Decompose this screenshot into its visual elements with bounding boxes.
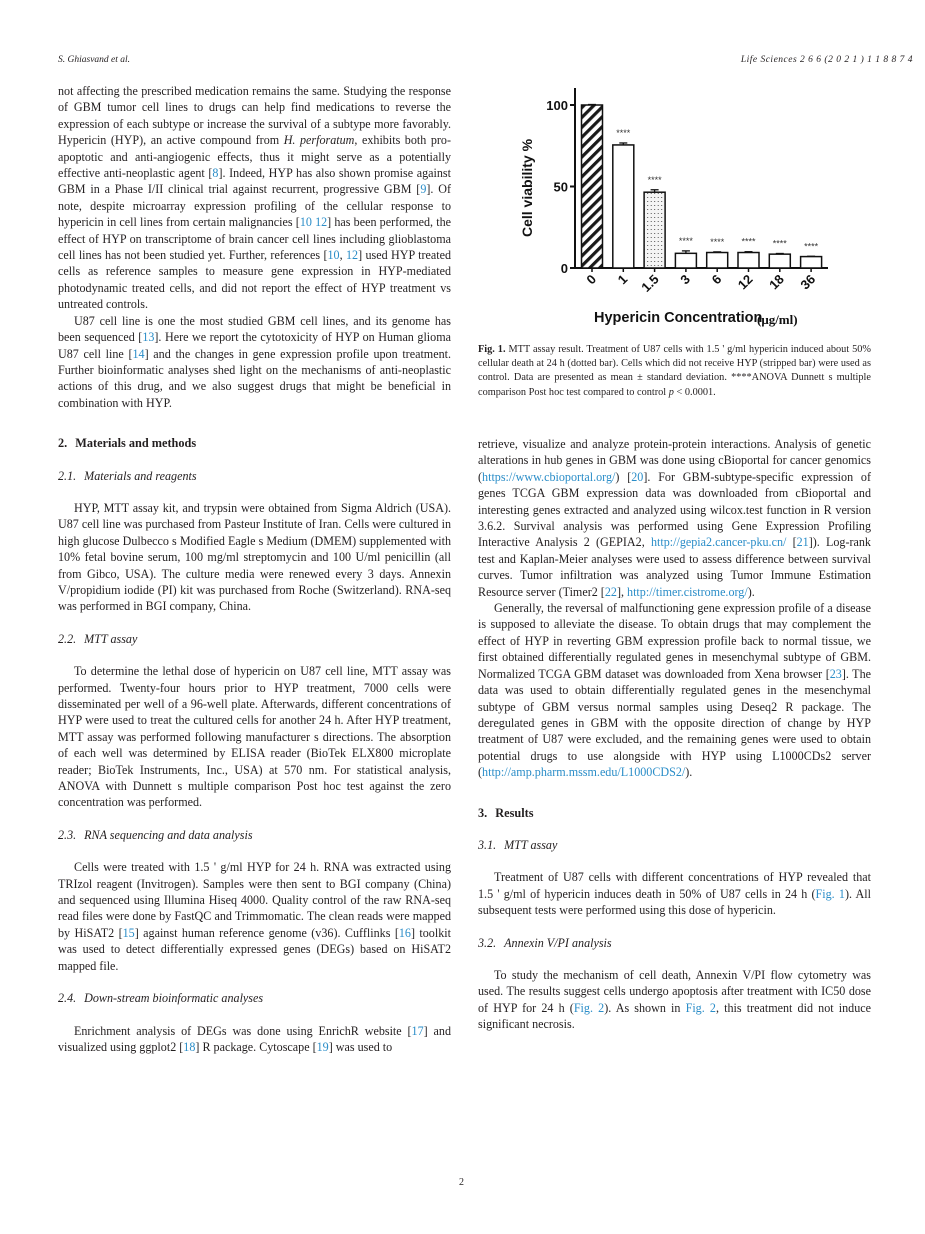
left-column <box>58 83 451 1055</box>
significance-marker: **** <box>678 235 693 246</box>
significance-marker: **** <box>710 236 725 247</box>
paragraph-rna-sequencing: Cells were treated with 1.5 ' g/ml HYP for 24 h. RNA was extracted using TRIzol reagent (Invitrogen). Samples were then sent to BGI company (China) and sequenced using Illumina Hiseq 4000. Quality control of the raw RNA-seq read files were done by FastQC and Trimmomatic. The clean reads were mapped by HiSAT2 [15] against human reference genome (v36). Cufflinks [16] toolkit was used to detect differentially expressed genes (DEGs) based on HiSAT2 mapped file. <box>58 860 451 973</box>
figure-link[interactable]: Fig. 2 <box>685 1000 716 1015</box>
subsection-heading-2-2: 2.2. MTT assay <box>58 631 138 646</box>
intro-paragraph-1: not affecting the prescribed medication remains the same. Studying the response of GBM tumor cell lines to drugs can help find medications to reverse the expression of each subtype or increase the survival of a subtype more favorably. Hypericin (HYP), an active compound from H. perforatum, exhibits both pro-apoptotic and anti-angiogenic effects, thus it might serve as a potentially effective anti-neoplastic agent [8]. Indeed, HYP has also shown promise against GBM in a Phase I/II clinical trial against recurrent, progressive GBM [9]. Of note, despite microarray expression profiling of the cellular response to hypericin in cell lines from certain malignancies [10 12] has been performed, the effect of HYP on transcriptome of brain cancer cell lines including glioblastoma cell lines has not been studied yet. Further, references [10, 12] used HYP treated cells as reference samples to measure gene expression in HYP-mediated photodynamic treated cells, and did not report the effect of HYP treatment vs untreated controls. <box>58 84 451 312</box>
significance-marker: **** <box>741 236 756 247</box>
bar-3 <box>675 236 696 287</box>
bar-1.5 <box>638 175 665 295</box>
citation-link[interactable]: 15 <box>122 925 135 940</box>
section-heading-results: 3. Results <box>478 805 534 820</box>
bar-36 <box>797 241 821 292</box>
citation-link[interactable]: 18 <box>183 1039 196 1054</box>
paragraph-results-mtt: Treatment of U87 cells with different concentrations of HYP revealed that 1.5 ' g/ml of hypericin induces death in 50% of U87 cells in 24 h (Fig. 1). All subsequent tests were performed using this dose of hypericin. <box>478 870 871 918</box>
citation-link[interactable]: 21 <box>796 535 809 550</box>
x-tick-label: 0 <box>583 271 600 288</box>
figure-link[interactable]: Fig. 2 <box>573 1000 605 1015</box>
running-header-journal: Life Sciences 2 6 6 (2 0 2 1 ) 1 1 8 8 7 4 <box>740 55 913 65</box>
intro-paragraph-2: U87 cell line is one the most studied GBM cell lines, and its genome has been sequenced [13]. Here we report the cytotoxicity of HYP on Human glioma U87 cell line [14] and the changes in gene expression profile upon treatment. Further bioinformatic analyses shed light on the mechanisms of anti-neoplastic actions of this drug, and we also suggest drugs that might be beneficial in combination with HYP. <box>58 313 452 410</box>
paragraph-drug-reversal: Generally, the reversal of malfunctioning gene expression profile of a disease is supposed to alleviate the disease. To obtain drugs that may complement the effect of HYP in reverting GBM expression profile back to normal tissue, we first obtained differentially regulated genes in mesenchymal subtype of GBM. Normalized TCGA GBM dataset was downloaded from Xena browser [23]. The data was used to obtain differentially regulated genes in the mesenchymal subtype of GBM versus normal samples using Deseq2 R package. The deregulated genes in GBM with the opposite direction of change by HYP treatment of U87 were excluded, and the remaining genes were used to obtain potential drugs to use alongside with HYP using L1000CDs2 server (http://amp.pharm.mssm.edu/L1000CDS2/). <box>478 601 871 780</box>
x-tick-label: 6 <box>708 271 725 288</box>
x-tick-label: 1.5 <box>638 271 662 295</box>
y-tick-label: 100 <box>546 98 568 113</box>
section-heading-materials-methods: 2. Materials and methods <box>58 436 197 451</box>
bar-0 <box>582 105 603 288</box>
citation-link[interactable]: 10 12 <box>299 215 328 230</box>
paragraph-materials-reagents: HYP, MTT assay kit, and trypsin were obtained from Sigma Aldrich (USA). U87 cell line was purchased from Pasteur Institute of Iran. Cells were cultured in high glucose Dulbecco s Modified Eagle s Medium (DMEM) supplemented with 10% fetal bovine serum, 100 mg/ml streptomycin and 100 U/ml penicillin (all from Gibco, USA). The culture media were renewed every 3 days. Annexin V/propidium iodide (PI) kit was purchased from Roche (Switzerland). RNA-seq was performed in BGI company, China. <box>58 500 451 614</box>
caption-label: Fig. 1. <box>478 344 506 355</box>
y-tick-label: 50 <box>553 179 568 195</box>
x-axis-unit: (μg/ml) <box>757 312 798 327</box>
citation-link[interactable]: 13 <box>142 330 155 345</box>
citation-link[interactable]: 17 <box>411 1023 424 1038</box>
cell-viability-chart <box>510 88 840 338</box>
significance-marker: **** <box>616 127 631 138</box>
citation-link[interactable]: 8 <box>212 166 219 181</box>
bar-6 <box>707 237 728 287</box>
x-tick-label: 18 <box>766 271 787 293</box>
citation-link[interactable]: 19 <box>316 1039 329 1054</box>
url-link-gepia2[interactable]: http://gepia2.cancer-pku.cn/ <box>650 535 787 550</box>
paragraph-mtt-assay: To determine the lethal dose of hypericin on U87 cell line, MTT assay was performed. Twenty-four hours prior to HYP treatment, 7000 cells were disseminated per well of a 96-well plate. Afterwards, different concentrations of HYP were used to treat the cultured cells for another 24 h. After HYP treatment, MTT assay was performed following manufacturer s directions. The absorption of each well was determined by ELISA reader (BioTek ELX800 microplate reader; BioTek Instruments, Inc., USA) at 570 nm. For statistical analysis, ANOVA with Dunnett s multiple comparison Post hoc test against the zero concentration was performed. <box>58 664 451 810</box>
url-link-timer[interactable]: http://timer.cistrome.org/ <box>627 584 748 599</box>
x-tick-label: 3 <box>677 271 694 288</box>
bar-12 <box>735 237 759 293</box>
subsection-heading-2-3: 2.3. RNA sequencing and data analysis <box>58 827 253 842</box>
figure-link[interactable]: Fig. 1 <box>815 886 845 901</box>
subsection-heading-2-4: 2.4. Down-stream bioinformatic analyses <box>58 991 264 1006</box>
citation-link[interactable]: 20 <box>631 469 644 484</box>
citation-link[interactable]: 9 <box>420 182 427 197</box>
bar-1 <box>613 128 634 287</box>
significance-marker: **** <box>647 174 662 185</box>
x-axis-label: Hypericin Concentration <box>594 310 763 326</box>
figure-1-bar-chart <box>510 88 840 338</box>
citation-link[interactable]: 14 <box>132 346 145 361</box>
url-link-l1000cds2[interactable]: http://amp.pharm.mssm.edu/L1000CDS2/ <box>482 765 686 780</box>
citation-link[interactable]: 16 <box>398 925 411 940</box>
running-header-authors: S. Ghiasvand et al. <box>58 55 131 65</box>
right-column <box>478 436 871 1033</box>
x-tick-label: 1 <box>614 271 631 288</box>
url-link-cbioportal[interactable]: https://www.cbioportal.org/ <box>482 469 616 484</box>
figure-1-caption: Fig. 1. MTT assay result. Treatment of U87 cells with 1.5 ' g/ml hypericin induced about 50% cellular death at 24 h (dotted bar). Cells which did not receive HYP (stripped bar) were used as control. Data are presented as mean ± standard deviation. ****ANOVA Dunnett s multiple comparison Post hoc test compared to control p < 0.0001. <box>478 344 872 398</box>
species-name: H. perforatum <box>283 133 355 148</box>
paragraph-bioinformatic-continued: retrieve, visualize and analyze protein-protein interactions. Analysis of genetic alterations in hub genes in GBM was done using cBioportal for cancer genomics (https://www.cbioportal.org/) [20]. For GBM-subtype-specific expression of genes TCGA GBM expression data was downloaded from cBioportal and interesting genes extracted and analyzed using wilcox.test function in R version 3.6.2. Survival analysis was performed using Gene Expression Profiling Interactive Analysis 2 (GEPIA2, http://gepia2.cancer-pku.cn/ [21]). Log-rank test and Kaplan-Meier analyses were used to assess difference between survival curves. Tumor infiltration was analyzed using Tumor Immune Estimation Resource server (Timer2 [22], http://timer.cistrome.org/). <box>478 437 872 599</box>
page-number: 2 <box>459 1177 464 1188</box>
y-tick-label: 0 <box>560 261 568 276</box>
y-axis-label: Cell viability % <box>519 138 535 238</box>
significance-marker: **** <box>772 238 787 249</box>
chart-bars <box>582 105 822 295</box>
subsection-heading-3-2: 3.2. Annexin V/PI analysis <box>478 935 612 950</box>
citation-link[interactable]: 23 <box>829 666 842 681</box>
paragraph-results-annexin: To study the mechanism of cell death, Annexin V/PI flow cytometry was used. The results suggest cells undergo apoptosis after treatment with IC50 dose of HYP for 24 h (Fig. 2). As shown in Fig. 2, this treatment did not induce significant necrosis. <box>478 967 871 1032</box>
citation-link[interactable]: 10 <box>327 248 340 263</box>
x-tick-label: 12 <box>734 271 756 293</box>
citation-link[interactable]: 22 <box>604 584 617 599</box>
bar-18 <box>766 238 790 292</box>
subsection-heading-2-1: 2.1. Materials and reagents <box>58 468 197 483</box>
citation-link[interactable]: 12 <box>345 248 359 263</box>
paragraph-bioinformatic-analyses: Enrichment analysis of DEGs was done using EnrichR website [17] and visualized using ggplot2 [18] R package. Cytoscape [19] was used to <box>58 1023 451 1054</box>
significance-marker: **** <box>804 241 819 252</box>
subsection-heading-3-1: 3.1. MTT assay <box>478 837 558 852</box>
x-tick-label: 36 <box>797 271 819 293</box>
